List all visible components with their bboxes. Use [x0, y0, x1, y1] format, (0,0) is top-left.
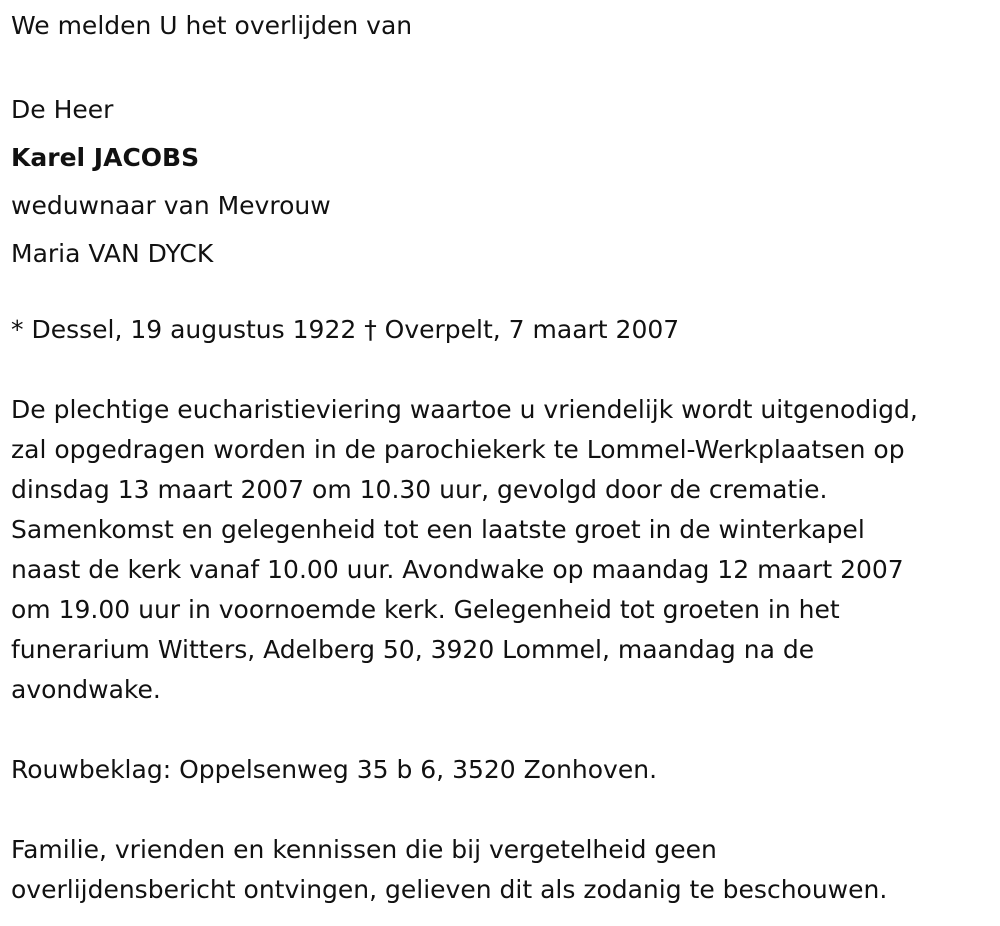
spacer: [11, 46, 1000, 86]
paragraph-line: avondwake.: [11, 675, 161, 704]
spacer: [11, 710, 1000, 750]
paragraph-line: Samenkomst en gelegenheid tot een laatste groet in de winterkapel: [11, 515, 865, 544]
paragraph-line: overlijdensbericht ontvingen, gelieven dit als zodanig te beschouwen.: [11, 875, 888, 904]
paragraph-line: Familie, vrienden en kennissen die bij vergetelheid geen: [11, 835, 717, 864]
paragraph-line: zal opgedragen worden in de parochiekerk te Lommel-Werkplaatsen op: [11, 435, 905, 464]
intro-text: We melden U het overlijden van: [11, 11, 413, 40]
paragraph-line: De plechtige eucharistieviering waartoe u vriendelijk wordt uitgenodigd,: [11, 395, 918, 424]
paragraph-line: dinsdag 13 maart 2007 om 10.30 uur, gevolgd door de crematie.: [11, 475, 828, 504]
condolence-address: Rouwbeklag: Oppelsenweg 35 b 6, 3520 Zonhoven.: [11, 755, 658, 784]
deceased-name: Karel JACOBS: [11, 143, 200, 172]
honorific: De Heer: [11, 95, 114, 124]
paragraph-line: funerarium Witters, Adelberg 50, 3920 Lommel, maandag na de: [11, 635, 815, 664]
paragraph-line: naast de kerk vanaf 10.00 uur. Avondwake op maandag 12 maart 2007: [11, 555, 904, 584]
spacer: [11, 350, 1000, 390]
closing-paragraph: [11, 830, 1000, 910]
paragraph-line: om 19.00 uur in voornoemde kerk. Gelegenheid tot groeten in het: [11, 595, 840, 624]
ceremony-paragraph: [11, 390, 1000, 710]
birth-death-dates: * Dessel, 19 augustus 1922 † Overpelt, 7 maart 2007: [11, 315, 680, 344]
spacer: [11, 790, 1000, 830]
relation-text: weduwnaar van Mevrouw: [11, 191, 331, 220]
spacer: [11, 278, 1000, 310]
spouse-name: Maria VAN DYCK: [11, 239, 214, 268]
